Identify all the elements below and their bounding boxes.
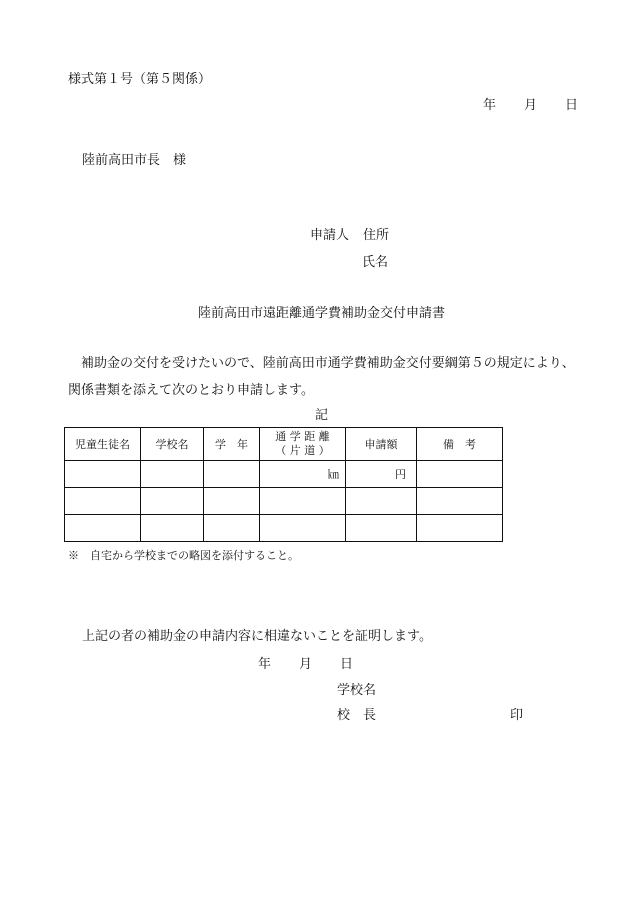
cell-remarks[interactable]: [417, 488, 503, 515]
cell-amount[interactable]: [346, 461, 417, 488]
cell-school-name[interactable]: [141, 515, 204, 542]
addressee: 陸前高田市長 様: [82, 153, 187, 168]
address-label: 住所: [363, 228, 390, 243]
km-unit: ㎞: [328, 468, 339, 481]
date-day: 日: [340, 657, 354, 672]
applicant-name-label: 氏名: [362, 255, 389, 270]
cell-remarks[interactable]: [417, 461, 503, 488]
ki-heading: 記: [315, 408, 329, 423]
date-day: 日: [565, 98, 579, 113]
header-school-name: 学校名: [141, 428, 204, 461]
table-row: [65, 488, 503, 515]
date-year: 年: [483, 98, 497, 113]
attachment-note: ※ 自宅から学校までの略図を添付すること。: [68, 549, 299, 562]
applicant-label: 申請人: [310, 228, 350, 243]
cell-distance[interactable]: [260, 461, 346, 488]
school-name-label: 学校名: [337, 683, 377, 698]
table-row: [65, 461, 503, 488]
body-text-line-1: 補助金の交付を受けたいので、陸前高田市通学費補助金交付要綱第５の規定により、: [81, 356, 575, 371]
seal-mark: 印: [510, 708, 524, 723]
application-table: [64, 427, 503, 542]
header-grade: 学 年: [204, 428, 260, 461]
cell-grade[interactable]: [204, 488, 260, 515]
body-text-line-2: 関係書類を添えて次のとおり申請します。: [68, 383, 314, 398]
yen-unit: 円: [395, 468, 406, 481]
cell-school-name[interactable]: [141, 488, 204, 515]
table-row: [65, 515, 503, 542]
header-distance: 通 学 距 離 （ 片 道 ）: [260, 428, 346, 461]
header-remarks: 備 考: [417, 428, 503, 461]
certification-text: 上記の者の補助金の申請内容に相違ないことを証明します。: [82, 629, 432, 644]
date-month: 月: [299, 657, 313, 672]
principal-label: 校 長: [337, 708, 377, 723]
form-number: 様式第１号（第５関係）: [68, 72, 212, 87]
cell-student-name[interactable]: [65, 515, 141, 542]
document-title: 陸前高田市遠距離通学費補助金交付申請書: [198, 306, 446, 321]
applicant-address-row: [310, 224, 389, 243]
cell-amount[interactable]: [346, 515, 417, 542]
cell-student-name[interactable]: [65, 488, 141, 515]
date-year: 年: [258, 657, 272, 672]
table-header-row: [65, 428, 503, 461]
cell-grade[interactable]: [204, 515, 260, 542]
certification-date: [258, 653, 353, 672]
date-month: 月: [524, 98, 538, 113]
header-amount: 申請額: [346, 428, 417, 461]
cell-distance[interactable]: [260, 515, 346, 542]
cell-distance[interactable]: [260, 488, 346, 515]
application-date: [483, 94, 578, 113]
cell-student-name[interactable]: [65, 461, 141, 488]
cell-grade[interactable]: [204, 461, 260, 488]
cell-amount[interactable]: [346, 488, 417, 515]
header-student-name: 児童生徒名: [65, 428, 141, 461]
cell-remarks[interactable]: [417, 515, 503, 542]
cell-school-name[interactable]: [141, 461, 204, 488]
